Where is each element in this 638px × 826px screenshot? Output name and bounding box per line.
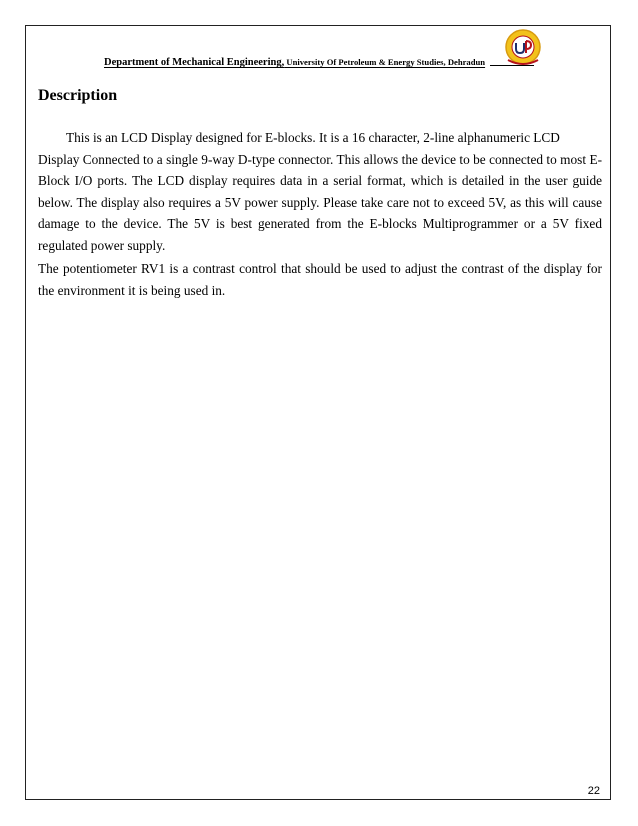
paragraph-first-line: This is an LCD Display designed for E-blocks. It is a 16 character, 2-line alphanumeric LCD <box>66 130 560 145</box>
header-department: Department of Mechanical Engineering, <box>104 57 285 68</box>
page-header <box>104 52 485 70</box>
body-text <box>38 127 602 301</box>
paragraph-two: The potentiometer RV1 is a contrast control that should be used to adjust the contrast of the display for the environment it is being used in. <box>38 261 602 298</box>
page-number: 22 <box>587 785 600 797</box>
upes-logo-icon <box>500 27 546 67</box>
section-title: Description <box>38 87 118 104</box>
header-university: University Of Petroleum & Energy Studies, Dehradun <box>284 57 486 67</box>
paragraph-one: Display Connected to a single 9-way D-type connector. This allows the device to be connected to most E-Block I/O ports. The LCD display requires data in a serial format, which is detailed in the user guide below. The display also requires a 5V power supply. Please take care not to exceed 5V, as this will cause damage to the device. The 5V is best generated from the E-blocks Multiprogrammer or a 5V fixed regulated power supply. <box>38 151 602 253</box>
